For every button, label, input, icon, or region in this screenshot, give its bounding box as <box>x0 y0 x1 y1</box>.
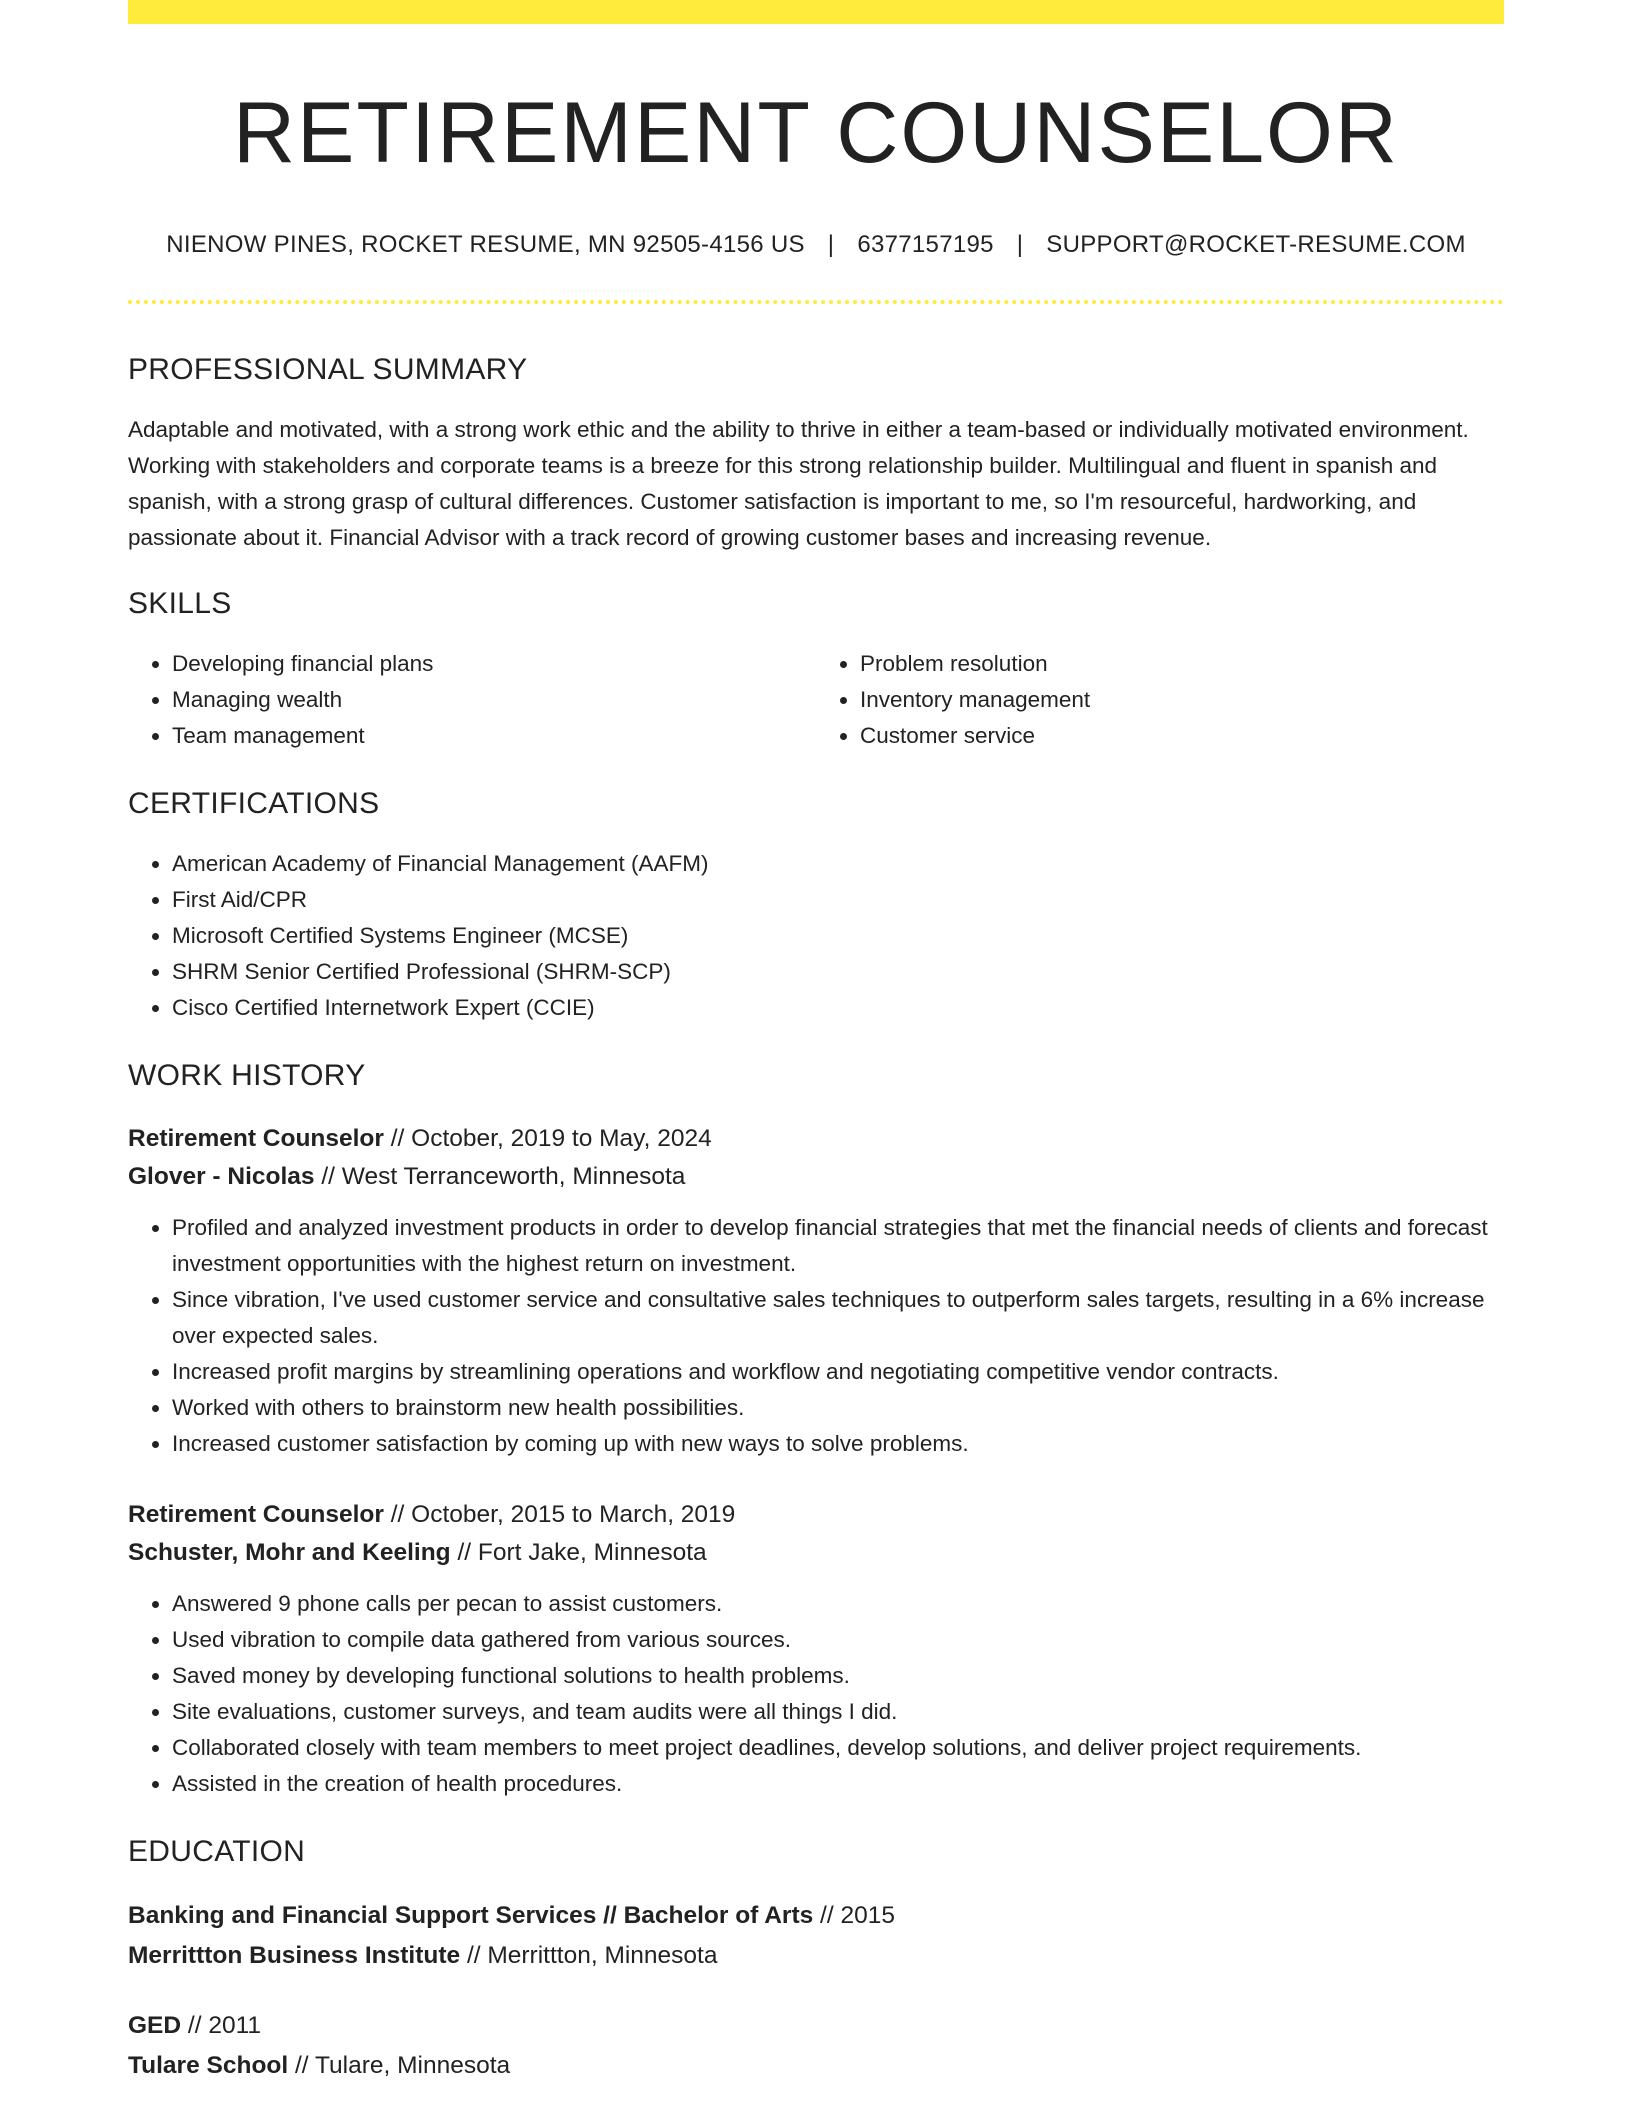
job-dates: // October, 2015 to March, 2019 <box>383 1501 736 1529</box>
skill-item: • Team management <box>172 718 816 754</box>
education-degree-line <box>128 2006 1504 2046</box>
work-history-section <box>128 1058 1504 1802</box>
skill-item: • Customer service <box>860 718 1504 754</box>
education-school: Merrittton Business Institute <box>128 1942 461 1970</box>
section-heading: SKILLS <box>128 587 232 621</box>
job-bullet: • Answered 9 phone calls per pecan to assist customers. <box>172 1586 1504 1622</box>
certification-item: • First Aid/CPR <box>172 882 1504 918</box>
job-title-line <box>128 1120 1504 1158</box>
education-entry <box>128 1896 1504 1976</box>
education-location: // Merrittton, Minnesota <box>460 1942 718 1970</box>
skills-list-right <box>816 646 1504 754</box>
job-bullet: • Increased profit margins by streamlining operations and workflow and negotiating competitive vendor contracts. <box>172 1354 1504 1390</box>
job-company: Glover - Nicolas <box>128 1163 315 1191</box>
skill-item: • Problem resolution <box>860 646 1504 682</box>
education-degree-line <box>128 1896 1504 1936</box>
phone: 6377157195 <box>857 231 994 259</box>
education-school: Tulare School <box>128 2052 289 2080</box>
job-bullet: • Site evaluations, customer surveys, and team audits were all things I did. <box>172 1694 1504 1730</box>
education-section <box>128 1834 1504 2086</box>
address: NIENOW PINES, ROCKET RESUME, MN 92505-4156 US <box>166 231 805 259</box>
job-bullets <box>128 1586 1504 1802</box>
dotted-divider <box>128 300 1504 304</box>
education-school-line <box>128 2046 1504 2086</box>
job-bullet: • Used vibration to compile data gathered from various sources. <box>172 1622 1504 1658</box>
certification-item: • Microsoft Certified Systems Engineer (MCSE) <box>172 918 1504 954</box>
job-bullet: • Increased customer satisfaction by coming up with new ways to solve problems. <box>172 1426 1504 1462</box>
job-title: Retirement Counselor <box>128 1501 384 1529</box>
job-bullet: • Since vibration, I've used customer service and consultative sales techniques to outperform sales targets, resulting in a 6% increase over expected sales. <box>172 1282 1504 1354</box>
separator: | <box>1016 231 1024 259</box>
contact-line <box>128 229 1504 260</box>
job-company-line <box>128 1158 1504 1196</box>
job-bullet: • Assisted in the creation of health procedures. <box>172 1766 1504 1802</box>
job-bullet: • Collaborated closely with team members to meet project deadlines, develop solutions, and deliver project requirements. <box>172 1730 1504 1766</box>
certifications-section <box>128 786 1504 1026</box>
job-location: // West Terranceworth, Minnesota <box>314 1163 686 1191</box>
skills-columns <box>128 646 1504 754</box>
job-title: Retirement Counselor <box>128 1125 384 1153</box>
education-school-line <box>128 1936 1504 1976</box>
skill-item: • Inventory management <box>860 682 1504 718</box>
job-dates: // October, 2019 to May, 2024 <box>383 1125 712 1153</box>
email: SUPPORT@ROCKET-RESUME.COM <box>1046 231 1466 259</box>
section-heading: PROFESSIONAL SUMMARY <box>128 353 528 387</box>
resume-page <box>128 0 1504 2086</box>
job-company: Schuster, Mohr and Keeling <box>128 1539 451 1567</box>
summary-section <box>128 352 1504 556</box>
job-location: // Fort Jake, Minnesota <box>450 1539 707 1567</box>
resume-title: RETIREMENT COUNSELOR <box>232 85 1400 181</box>
certification-item: • American Academy of Financial Management (AAFM) <box>172 846 1504 882</box>
section-heading: WORK HISTORY <box>128 1059 366 1093</box>
top-accent-bar <box>128 0 1504 24</box>
separator: | <box>827 231 835 259</box>
job-bullet: • Saved money by developing functional solutions to health problems. <box>172 1658 1504 1694</box>
education-location: // Tulare, Minnesota <box>288 2052 511 2080</box>
job-entry <box>128 1496 1504 1802</box>
education-year: // 2015 <box>813 1902 895 1930</box>
job-bullet: • Profiled and analyzed investment products in order to develop financial strategies that met the financial needs of clients and forecast investment opportunities with the highest return on investment. <box>172 1210 1504 1282</box>
skill-item: • Developing financial plans <box>172 646 816 682</box>
job-company-line <box>128 1534 1504 1572</box>
summary-text: Adaptable and motivated, with a strong work ethic and the ability to thrive in either a team-based or individually motivated environment. Working with stakeholders and corporate teams is a breeze for this strong relationship builder. Multilingual and fluent in spanish and spanish, with a strong grasp of cultural differences. Customer satisfaction is important to me, so I'm resourceful, hardworking, and passionate about it. Financial Advisor with a track record of growing customer bases and increasing revenue. <box>128 417 1469 551</box>
section-heading: CERTIFICATIONS <box>128 787 380 821</box>
education-entry <box>128 2006 1504 2086</box>
certifications-list <box>128 846 1504 1026</box>
skills-list-left <box>128 646 816 754</box>
skill-item: • Managing wealth <box>172 682 816 718</box>
skills-section <box>128 586 1504 754</box>
section-heading: EDUCATION <box>128 1835 306 1869</box>
job-bullets <box>128 1210 1504 1462</box>
certification-item: • SHRM Senior Certified Professional (SHRM-SCP) <box>172 954 1504 990</box>
job-title-line <box>128 1496 1504 1534</box>
certification-item: • Cisco Certified Internetwork Expert (CCIE) <box>172 990 1504 1026</box>
job-bullet: • Worked with others to brainstorm new health possibilities. <box>172 1390 1504 1426</box>
education-degree: Banking and Financial Support Services // Bachelor of Arts <box>128 1902 814 1930</box>
education-degree: GED <box>128 2012 182 2040</box>
job-entry <box>128 1120 1504 1462</box>
education-year: // 2011 <box>181 2012 262 2040</box>
